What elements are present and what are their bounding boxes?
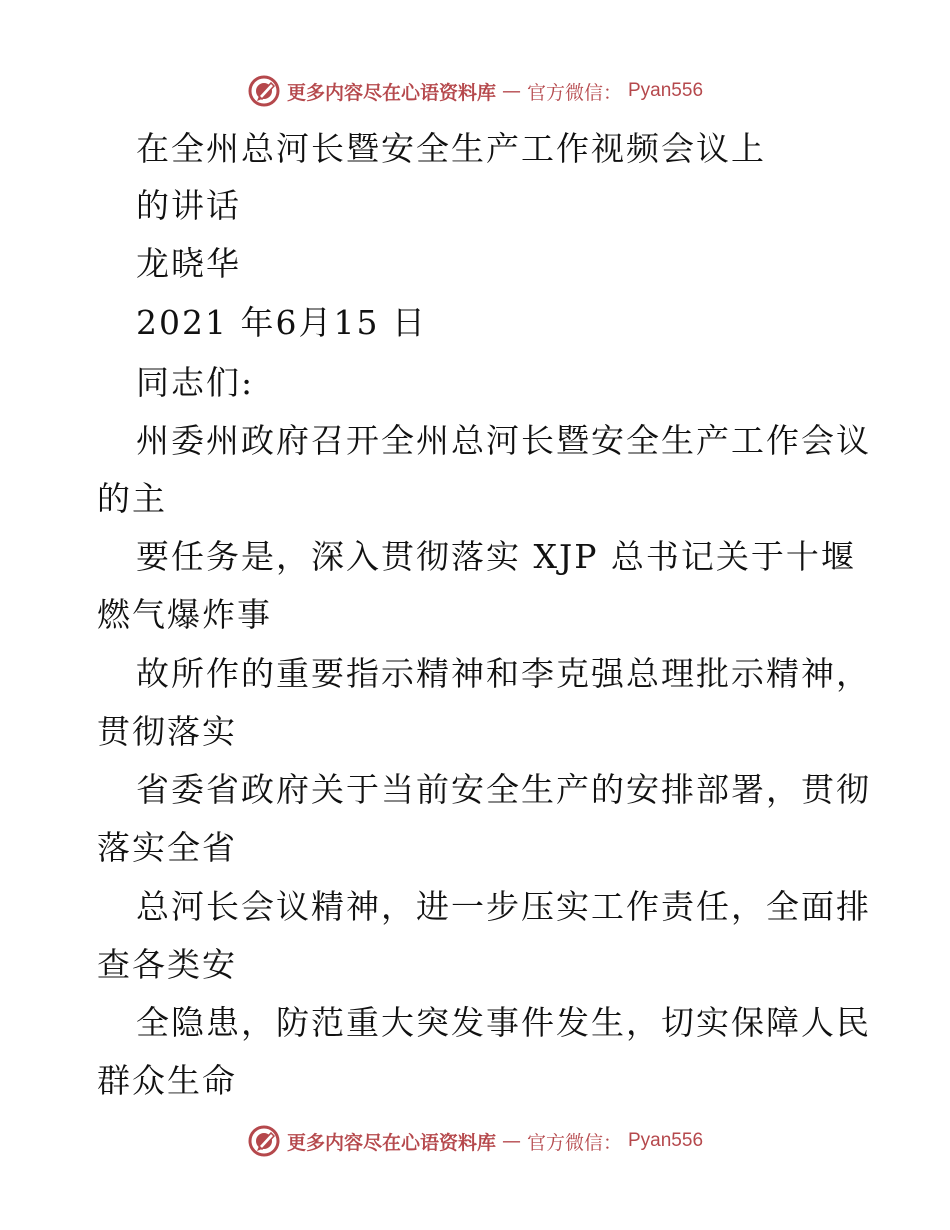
paragraph-line: 贯彻落实 xyxy=(97,712,237,751)
pen-seal-icon xyxy=(247,1124,281,1158)
paragraph-line: 群众生命 xyxy=(97,1061,237,1100)
banner-account: Pyan556 xyxy=(628,80,704,101)
banner-main-text: 更多内容尽在心语资料库 xyxy=(286,81,496,104)
banner-account-label: 官方微信： xyxy=(526,1131,622,1154)
banner-separator: — xyxy=(501,1130,521,1152)
paragraph-line: 的主 xyxy=(97,479,167,518)
footer-banner xyxy=(0,1124,950,1158)
paragraph-line: 州委州政府召开全州总河长暨安全生产工作会议 xyxy=(136,421,871,460)
paragraph-line: 要任务是，深入贯彻落实 XJP 总书记关于十堰 xyxy=(136,537,856,576)
paragraph-line: 省委省政府关于当前安全生产的安排部署，贯彻 xyxy=(136,770,871,809)
banner-account-label: 官方微信： xyxy=(526,81,622,104)
title-line-1: 在全州总河长暨安全生产工作视频会议上 xyxy=(136,129,766,168)
paragraph-line: 落实全省 xyxy=(97,828,237,867)
salutation-line: 同志们: xyxy=(136,363,255,402)
date-line: 2021 年6月15 日 xyxy=(136,303,427,342)
pen-seal-icon xyxy=(247,74,281,108)
paragraph-line: 全隐患，防范重大突发事件发生，切实保障人民 xyxy=(136,1003,871,1042)
banner-main-text: 更多内容尽在心语资料库 xyxy=(286,1131,496,1154)
header-banner xyxy=(0,74,950,108)
banner-separator: — xyxy=(501,80,521,102)
title-line-2: 的讲话 xyxy=(136,186,241,225)
paragraph-line: 总河长会议精神，进一步压实工作责任，全面排 xyxy=(136,887,871,926)
paragraph-line: 查各类安 xyxy=(97,945,237,984)
paragraph-line: 燃气爆炸事 xyxy=(97,595,272,634)
author-line: 龙晓华 xyxy=(136,244,241,283)
banner-account: Pyan556 xyxy=(628,1130,704,1151)
paragraph-line: 故所作的重要指示精神和李克强总理批示精神， xyxy=(136,654,871,693)
